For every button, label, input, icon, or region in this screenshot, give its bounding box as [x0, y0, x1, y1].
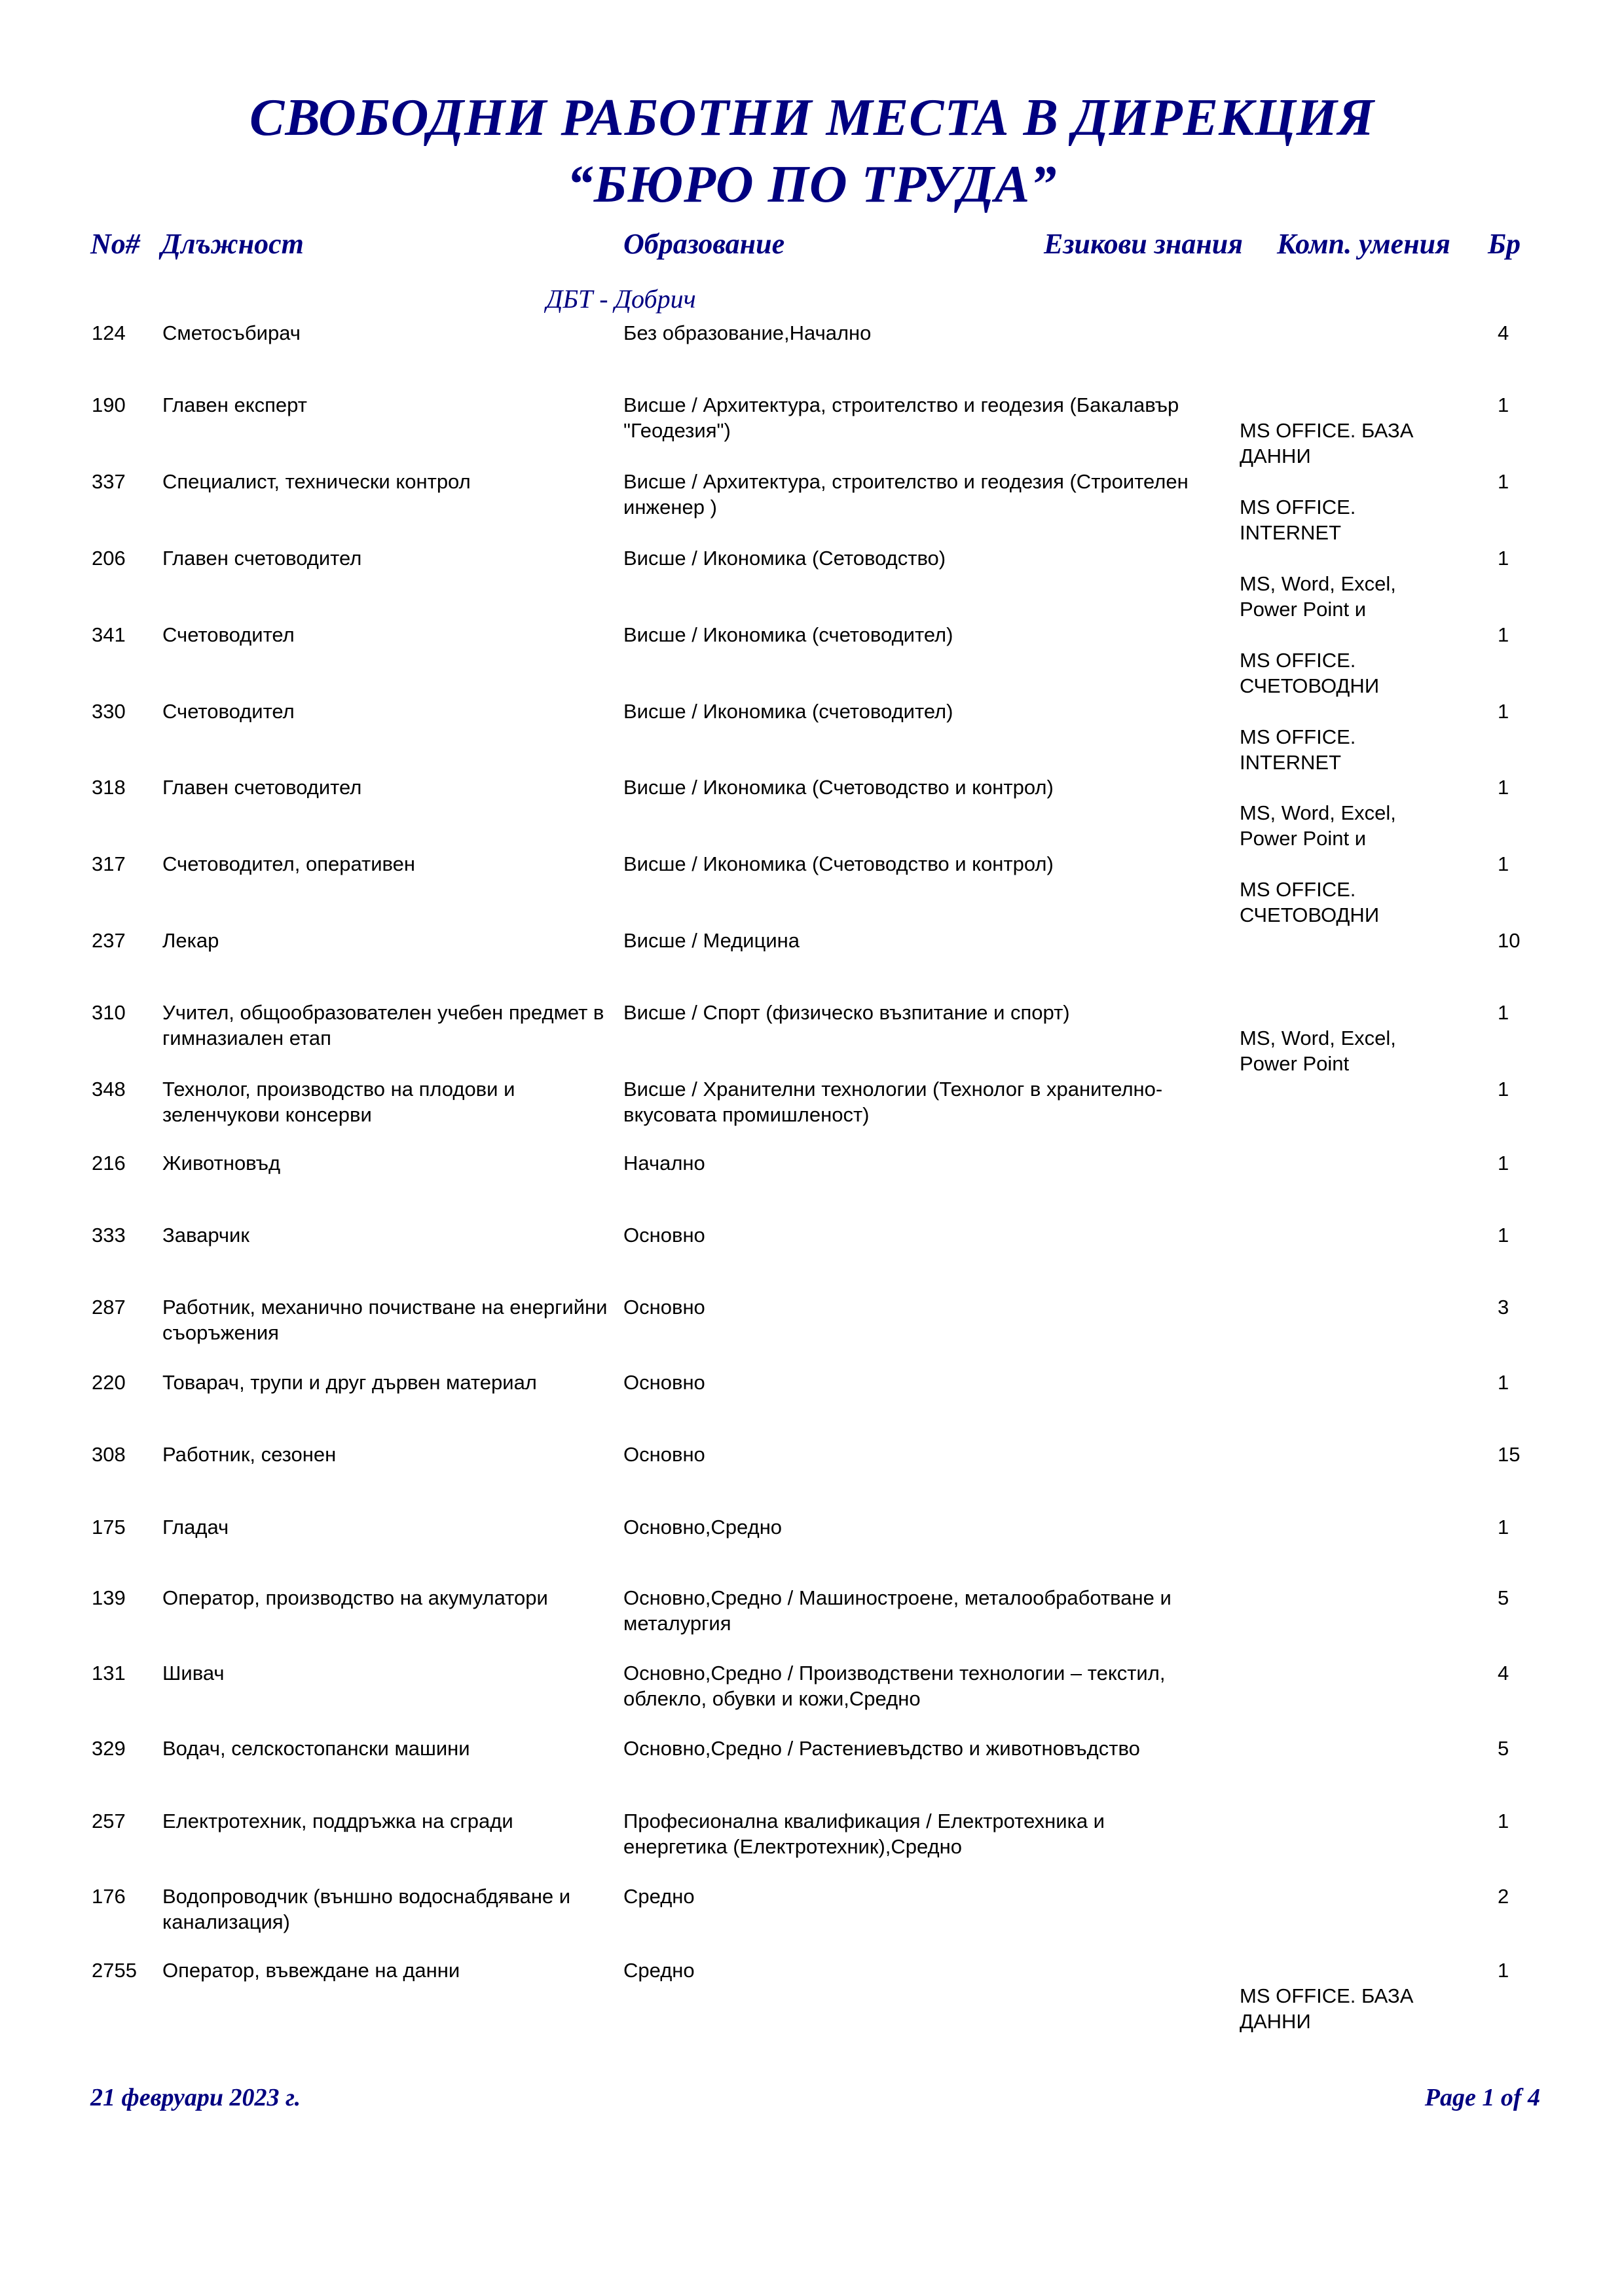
column-header-computer-skills: Комп. умения [1277, 228, 1450, 260]
job-computer-skills: MS OFFICE. СЧЕТОВОДНИ [1240, 649, 1380, 697]
job-education: Основно [623, 1371, 705, 1394]
table-row [0, 1222, 1624, 1294]
table-row [0, 1150, 1624, 1222]
job-position: Главен експерт [162, 393, 307, 416]
page-title-line-1: СВОБОДНИ РАБОТНИ МЕСТА В ДИРЕКЦИЯ [249, 89, 1375, 147]
job-education: Основно [623, 1296, 705, 1319]
job-position: Шивач [162, 1662, 225, 1685]
table-row [0, 1370, 1624, 1442]
job-number: 131 [92, 1662, 126, 1685]
job-number: 175 [92, 1516, 126, 1539]
job-position: Специалист, технически контрол [162, 470, 471, 493]
job-computer-skills: MS OFFICE. БАЗА ДАННИ [1240, 1984, 1414, 2033]
job-number: 333 [92, 1224, 126, 1247]
table-row [0, 1442, 1624, 1514]
job-number: 257 [92, 1810, 126, 1832]
job-count: 1 [1498, 1810, 1509, 1832]
job-count: 1 [1498, 1078, 1509, 1101]
footer-page-number: Page 1 of 4 [1424, 2084, 1540, 2111]
job-education: Висше / Икономика (счетоводител) [623, 623, 953, 646]
job-computer-skills: MS, Word, Excel, Power Point [1240, 1027, 1396, 1075]
job-position: Работник, сезонен [162, 1443, 337, 1466]
job-position: Животновъд [162, 1152, 281, 1175]
job-education: Висше / Архитектура, строителство и геодезия (Бакалавър "Геодезия") [623, 393, 1179, 442]
job-number: 287 [92, 1296, 126, 1319]
job-number: 139 [92, 1586, 126, 1609]
job-count: 1 [1498, 1516, 1509, 1539]
job-count: 1 [1498, 623, 1509, 646]
job-number: 337 [92, 470, 126, 493]
job-number: 330 [92, 700, 126, 723]
table-row [0, 1958, 1624, 2033]
job-position: Лекар [162, 929, 219, 952]
footer-date: 21 февруари 2023 г. [90, 2084, 301, 2111]
job-position: Счетоводител [162, 623, 295, 646]
job-education: Основно,Средно / Производствени технологии – текстил, облекло, обувки и кожи,Средно [623, 1662, 1166, 1710]
column-header-education: Образование [623, 228, 785, 260]
job-position: Заварчик [162, 1224, 249, 1247]
table-row [0, 774, 1624, 850]
job-computer-skills: MS OFFICE. СЧЕТОВОДНИ [1240, 878, 1380, 926]
job-count: 1 [1498, 1001, 1509, 1024]
job-number: 2755 [92, 1959, 137, 1982]
job-count: 4 [1498, 1662, 1509, 1685]
table-row [0, 1660, 1624, 1732]
job-count: 1 [1498, 1224, 1509, 1247]
job-education: Висше / Архитектура, строителство и геодезия (Строителен инженер ) [623, 470, 1189, 519]
job-computer-skills: MS OFFICE. БАЗА ДАННИ [1240, 419, 1414, 467]
job-computer-skills: MS, Word, Excel, Power Point и [1240, 801, 1396, 850]
table-row [0, 469, 1624, 544]
job-education: Средно [623, 1885, 695, 1908]
table-row [0, 928, 1624, 1000]
table-row [0, 545, 1624, 621]
section-title: ДБТ - Добрич [546, 284, 696, 314]
job-number: 206 [92, 547, 126, 570]
job-computer-skills: MS, Word, Excel, Power Point и [1240, 572, 1396, 621]
table-row [0, 320, 1624, 392]
table-row [0, 1076, 1624, 1148]
job-education: Без образование,Начално [623, 321, 872, 344]
job-number: 237 [92, 929, 126, 952]
column-header-no: No# [90, 228, 140, 260]
job-number: 318 [92, 776, 126, 799]
job-education: Основно,Средно / Машиностроене, металообработване и металургия [623, 1586, 1172, 1635]
column-header-position: Длъжност [161, 228, 304, 260]
job-position: Главен счетоводител [162, 776, 362, 799]
job-count: 1 [1498, 1371, 1509, 1394]
table-row [0, 622, 1624, 697]
job-number: 216 [92, 1152, 126, 1175]
job-position: Водач, селскостопански машини [162, 1737, 470, 1760]
job-count: 1 [1498, 470, 1509, 493]
job-count: 1 [1498, 700, 1509, 723]
job-count: 4 [1498, 321, 1509, 344]
job-number: 341 [92, 623, 126, 646]
job-position: Водопроводчик (външно водоснабдяване и канализация) [162, 1885, 571, 1933]
job-count: 1 [1498, 776, 1509, 799]
job-number: 308 [92, 1443, 126, 1466]
job-education: Професионална квалификация / Електротехника и енергетика (Електротехник),Средно [623, 1810, 1105, 1858]
job-education: Основно,Средно [623, 1516, 783, 1539]
table-row [0, 699, 1624, 774]
table-row [0, 851, 1624, 926]
job-position: Счетоводител, оперативен [162, 852, 416, 875]
job-count: 1 [1498, 1152, 1509, 1175]
job-count: 1 [1498, 547, 1509, 570]
table-row [0, 1808, 1624, 1880]
job-position: Оператор, производство на акумулатори [162, 1586, 548, 1609]
job-education: Висше / Икономика (счетоводител) [623, 700, 953, 723]
column-header-count: Бр [1488, 228, 1521, 260]
job-education: Висше / Хранителни технологии (Технолог в хранително-вкусовата промишленост) [623, 1078, 1163, 1126]
table-row [0, 392, 1624, 467]
job-number: 124 [92, 321, 126, 344]
job-number: 317 [92, 852, 126, 875]
job-number: 220 [92, 1371, 126, 1394]
job-position: Учител, общообразователен учебен предмет в гимназиален етап [162, 1001, 604, 1049]
table-row [0, 1585, 1624, 1657]
table-row [0, 1514, 1624, 1586]
job-count: 5 [1498, 1737, 1509, 1760]
job-number: 329 [92, 1737, 126, 1760]
job-education: Висше / Спорт (физическо възпитание и спорт) [623, 1001, 1070, 1024]
job-number: 348 [92, 1078, 126, 1101]
job-education: Начално [623, 1152, 705, 1175]
job-position: Оператор, въвеждане на данни [162, 1959, 460, 1982]
job-position: Сметосъбирач [162, 321, 301, 344]
job-education: Основно,Средно / Растениевъдство и животновъдство [623, 1737, 1140, 1760]
table-row [0, 1736, 1624, 1808]
table-row [0, 1294, 1624, 1366]
job-computer-skills: MS OFFICE. INTERNET [1240, 496, 1356, 544]
job-position: Товарач, трупи и друг дървен материал [162, 1371, 537, 1394]
job-count: 1 [1498, 393, 1509, 416]
job-number: 176 [92, 1885, 126, 1908]
job-position: Счетоводител [162, 700, 295, 723]
job-computer-skills: MS OFFICE. INTERNET [1240, 725, 1356, 774]
job-education: Висше / Икономика (Счетоводство и контрол) [623, 852, 1054, 875]
table-row [0, 1000, 1624, 1075]
job-number: 190 [92, 393, 126, 416]
job-position: Главен счетоводител [162, 547, 362, 570]
job-position: Гладач [162, 1516, 229, 1539]
job-count: 5 [1498, 1586, 1509, 1609]
job-count: 3 [1498, 1296, 1509, 1319]
job-count: 2 [1498, 1885, 1509, 1908]
job-position: Работник, механично почистване на енергийни съоръжения [162, 1296, 608, 1344]
column-header-languages: Езикови знания [1044, 228, 1243, 260]
job-education: Висше / Икономика (Сетоводство) [623, 547, 946, 570]
job-education: Основно [623, 1224, 705, 1247]
job-position: Електротехник, поддръжка на сгради [162, 1810, 513, 1832]
job-education: Средно [623, 1959, 695, 1982]
job-count: 1 [1498, 1959, 1509, 1982]
job-count: 15 [1498, 1443, 1521, 1466]
job-position: Технолог, производство на плодови и зеленчукови консерви [162, 1078, 515, 1126]
job-number: 310 [92, 1001, 126, 1024]
job-count: 10 [1498, 929, 1521, 952]
table-row [0, 1884, 1624, 1956]
job-education: Висше / Медицина [623, 929, 800, 952]
job-count: 1 [1498, 852, 1509, 875]
job-education: Основно [623, 1443, 705, 1466]
job-education: Висше / Икономика (Счетоводство и контрол) [623, 776, 1054, 799]
page-title-line-2: “БЮРО ПО ТРУДА” [566, 156, 1058, 213]
